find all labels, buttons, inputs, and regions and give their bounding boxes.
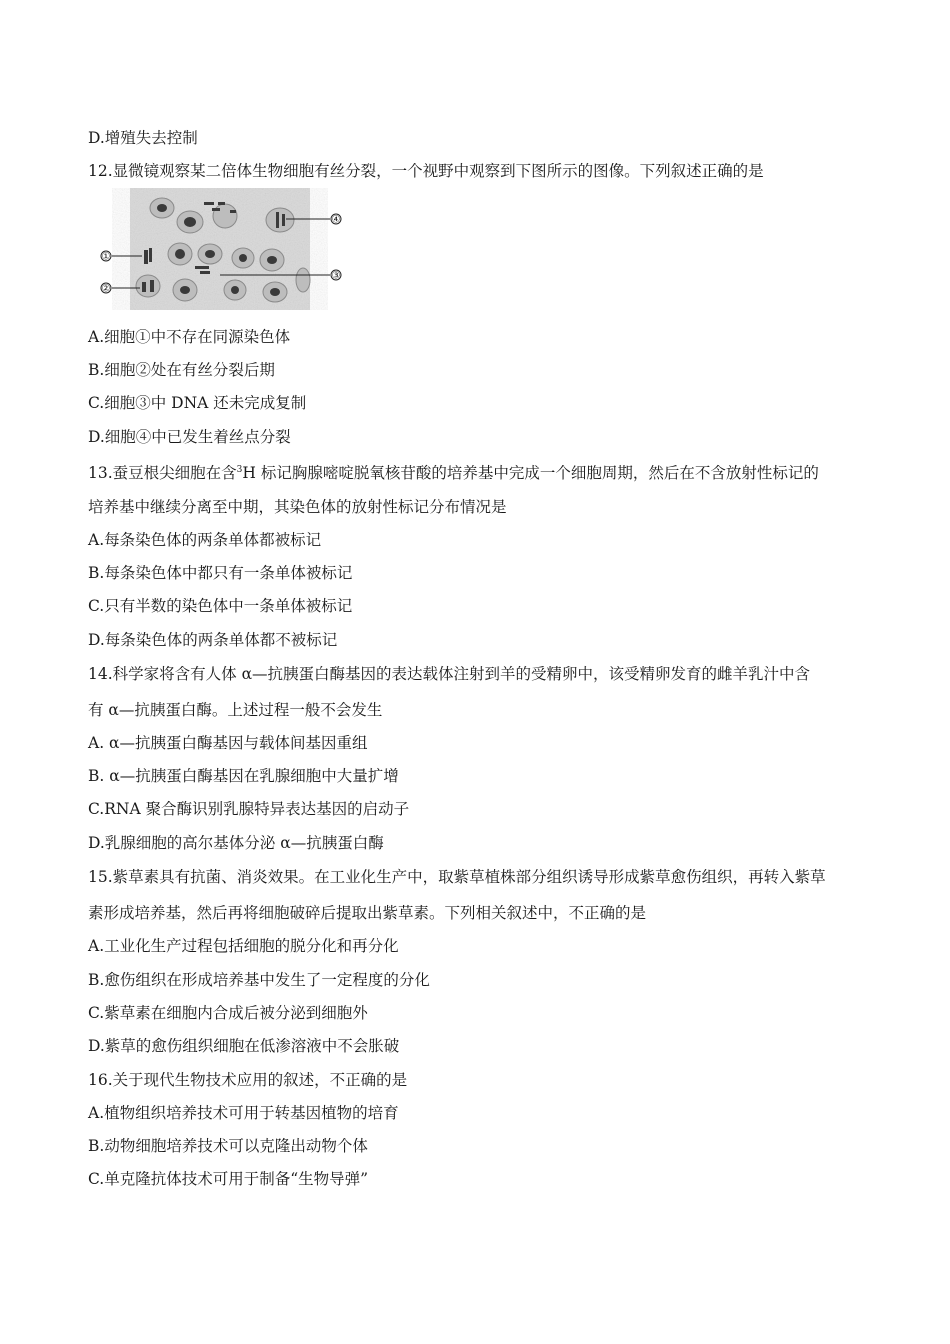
option-14b: B. α—抗胰蛋白酶基因在乳腺细胞中大量扩增 bbox=[88, 767, 399, 785]
figure-label-4: ④ bbox=[331, 214, 341, 226]
option-16b: B.动物细胞培养技术可以克隆出动物个体 bbox=[88, 1137, 368, 1155]
figure-label-2: ② bbox=[101, 283, 111, 295]
option-12b: B.细胞②处在有丝分裂后期 bbox=[88, 361, 275, 379]
option-13a: A.每条染色体的两条单体都被标记 bbox=[88, 531, 322, 549]
question-13-stem bbox=[88, 460, 890, 483]
question-13-stem-part2: H 标记胸腺嘧啶脱氧核苷酸的培养基中完成一个细胞周期，然后在不含放射性标记的 bbox=[242, 464, 819, 483]
option-12c: C.细胞③中 DNA 还未完成复制 bbox=[88, 394, 307, 412]
figure-label-3: ③ bbox=[331, 270, 341, 282]
question-12-stem: 12.显微镜观察某二倍体生物细胞有丝分裂，一个视野中观察到下图所示的图像。下列叙述正确的是 bbox=[88, 162, 764, 180]
question-13-stem-cont: 培养基中继续分离至中期，其染色体的放射性标记分布情况是 bbox=[88, 498, 507, 516]
question-16-stem: 16.关于现代生物技术应用的叙述，不正确的是 bbox=[88, 1071, 408, 1089]
option-14c: C.RNA 聚合酶识别乳腺特异表达基因的启动子 bbox=[88, 800, 410, 818]
question-13-stem-part1: 13.蚕豆根尖细胞在含 bbox=[88, 464, 237, 483]
option-15b: B.愈伤组织在形成培养基中发生了一定程度的分化 bbox=[88, 971, 430, 989]
option-12a: A.细胞①中不存在同源染色体 bbox=[88, 328, 291, 346]
option-13d: D.每条染色体的两条单体都不被标记 bbox=[88, 631, 338, 649]
option-12d: D.细胞④中已发生着丝点分裂 bbox=[88, 428, 291, 446]
option-13b: B.每条染色体中都只有一条单体被标记 bbox=[88, 564, 353, 582]
question-15-stem-cont: 素形成培养基，然后再将细胞破碎后提取出紫草素。下列相关叙述中，不正确的是 bbox=[88, 904, 647, 922]
question-14-stem-cont: 有 α—抗胰蛋白酶。上述过程一般不会发生 bbox=[88, 701, 383, 719]
figure-label-1: ① bbox=[101, 251, 111, 263]
option-16c: C.单克隆抗体技术可用于制备“生物导弹” bbox=[88, 1170, 369, 1188]
option-14d: D.乳腺细胞的高尔基体分泌 α—抗胰蛋白酶 bbox=[88, 834, 384, 852]
micrograph-image bbox=[100, 188, 350, 310]
option-15c: C.紫草素在细胞内合成后被分泌到细胞外 bbox=[88, 1004, 368, 1022]
question-15-stem: 15.紫草素具有抗菌、消炎效果。在工业化生产中，取紫草植株部分组织诱导形成紫草愈伤组织，再转入紫草 bbox=[88, 868, 826, 886]
option-15d: D.紫草的愈伤组织细胞在低渗溶液中不会胀破 bbox=[88, 1037, 400, 1055]
option-11d: D.增殖失去控制 bbox=[88, 129, 198, 147]
option-13c: C.只有半数的染色体中一条单体被标记 bbox=[88, 597, 353, 615]
option-16a: A.植物组织培养技术可用于转基因植物的培育 bbox=[88, 1104, 399, 1122]
micrograph-figure bbox=[100, 188, 350, 310]
question-14-stem: 14.科学家将含有人体 α—抗胰蛋白酶基因的表达载体注射到羊的受精卵中，该受精卵发育的雌羊乳汁中含 bbox=[88, 665, 811, 683]
option-14a: A. α—抗胰蛋白酶基因与载体间基因重组 bbox=[88, 734, 368, 752]
isotope-superscript: 3 bbox=[236, 465, 243, 475]
option-15a: A.工业化生产过程包括细胞的脱分化和再分化 bbox=[88, 937, 399, 955]
